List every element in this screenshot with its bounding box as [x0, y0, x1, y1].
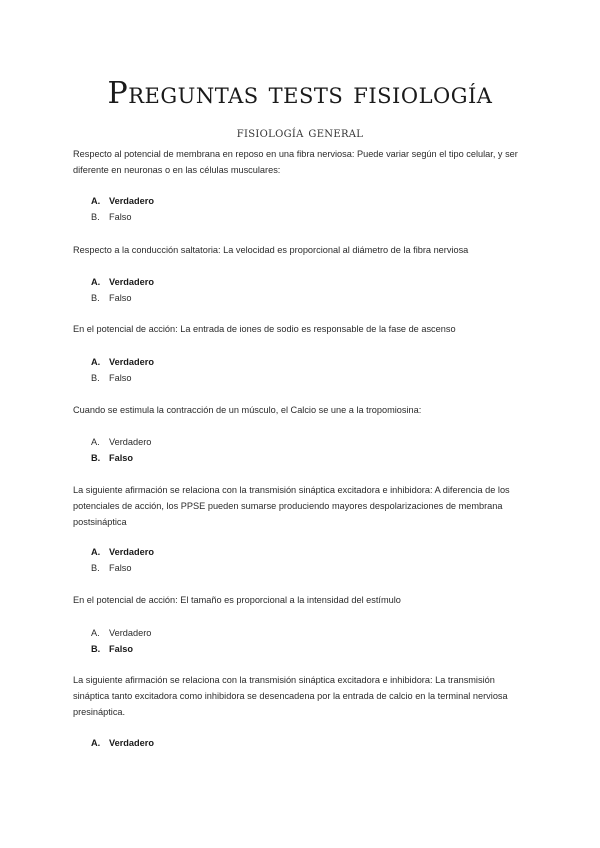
question-text: En el potencial de acción: La entrada de iones de sodio es responsable de la fase de ascenso: [73, 324, 456, 334]
option-b: B. Falso: [91, 644, 133, 654]
question-text: La siguiente afirmación se relaciona con la transmisión sináptica excitadora e inhibidora: La transmisión sináptica tanto excitadora como inhibidora se desencadena por la entrada de calcio en la terminal nerviosa presináptica.: [73, 675, 508, 717]
option-a: A. Verdadero: [91, 628, 152, 638]
option-b: B. Falso: [91, 563, 132, 573]
question-text: Respecto a la conducción saltatoria: La velocidad es proporcional al diámetro de la fibra nerviosa: [73, 245, 469, 255]
option-b: B. Falso: [91, 293, 132, 303]
option-a: A. Verdadero: [91, 357, 154, 367]
options-list: [91, 354, 154, 386]
option-a: A. Verdadero: [91, 277, 154, 287]
question-5: [73, 482, 528, 573]
option-b: B. Falso: [91, 212, 132, 222]
question-4: [73, 402, 528, 463]
document-title: Preguntas tests fisiología: [107, 76, 493, 111]
options-list: [91, 544, 154, 576]
option-b: B. Falso: [91, 373, 132, 383]
option-a: A. Verdadero: [91, 437, 152, 447]
option-b: B. Falso: [91, 453, 133, 463]
options-list: [91, 193, 154, 225]
options-list: [91, 274, 154, 306]
question-text: Cuando se estimula la contracción de un músculo, el Calcio se une a la tropomiosina:: [73, 405, 422, 415]
question-2: [73, 242, 528, 303]
question-text: Respecto al potencial de membrana en reposo en una fibra nerviosa: Puede variar según el tipo celular, y ser diferente en neuronas o en las células musculares:: [73, 149, 518, 175]
option-a: A. Verdadero: [91, 196, 154, 206]
option-a: A. Verdadero: [91, 547, 154, 557]
question-7: [73, 672, 528, 748]
option-a: A. Verdadero: [91, 738, 154, 748]
question-6: [73, 592, 528, 654]
options-list: [91, 625, 151, 657]
options-list: [91, 735, 154, 751]
question-1: [73, 146, 528, 222]
question-text: En el potencial de acción: El tamaño es proporcional a la intensidad del estímulo: [73, 595, 401, 605]
options-list: [91, 434, 151, 466]
document-subtitle: fisiología general: [236, 125, 364, 141]
question-3: [73, 321, 528, 383]
question-text: La siguiente afirmación se relaciona con la transmisión sináptica excitadora e inhibidora: A diferencia de los potenciales de acción, los PPSE pueden sumarse produciendo mayores despolarizaciones de membrana postsináptica: [73, 485, 510, 527]
